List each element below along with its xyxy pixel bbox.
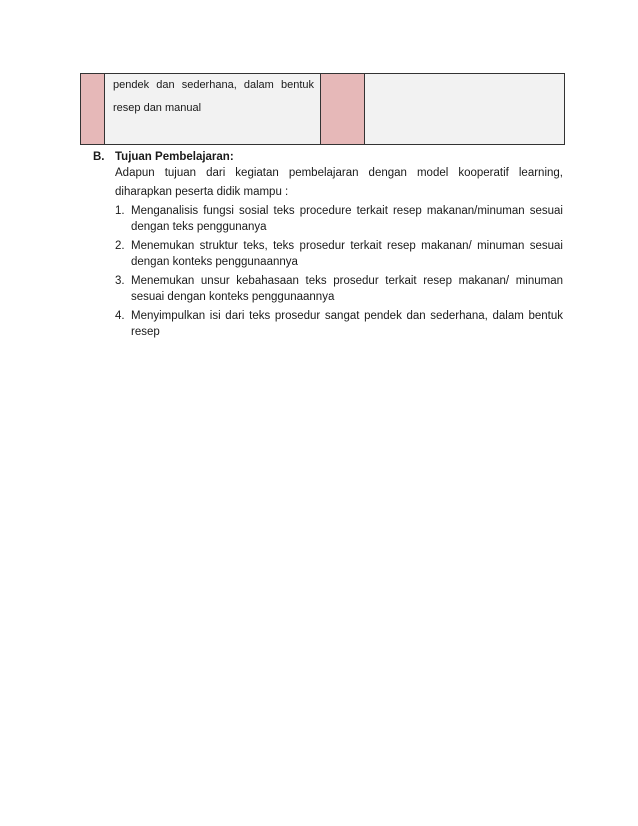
list-item-text: resep xyxy=(131,326,160,338)
list-item xyxy=(115,308,563,340)
list-item-number: 4. xyxy=(115,310,125,322)
table-cell-marker xyxy=(81,74,105,145)
list-item-number: 1. xyxy=(115,205,125,217)
list-item xyxy=(115,238,563,270)
intro-line: Adapun tujuan dari kegiatan pembelajaran dengan model kooperatif learning, xyxy=(115,167,563,179)
section-letter: B. xyxy=(93,151,105,163)
rubric-table-fragment xyxy=(80,73,565,145)
list-item-text: Menganalisis fungsi sosial teks procedure terkait resep makanan/minuman sesuai xyxy=(131,205,563,217)
intro-line: diharapkan peserta didik mampu : xyxy=(115,186,289,198)
section-learning-objectives xyxy=(93,149,563,343)
list-item-number: 2. xyxy=(115,240,125,252)
list-item-text: dengan konteks penggunaannya xyxy=(131,256,298,268)
list-item xyxy=(115,203,563,235)
table-cell-text-line: pendek dan sederhana, dalam bentuk xyxy=(113,79,314,91)
list-item-text: Menyimpulkan isi dari teks prosedur sangat pendek dan sederhana, dalam bentuk xyxy=(131,310,563,322)
list-item-number: 3. xyxy=(115,275,125,287)
list-item-text: sesuai dengan konteks penggunaannya xyxy=(131,291,335,303)
section-title: Tujuan Pembelajaran: xyxy=(115,151,234,163)
table-cell-description xyxy=(105,74,321,145)
table-cell-empty xyxy=(365,74,565,145)
section-heading xyxy=(93,149,563,165)
list-item xyxy=(115,273,563,305)
section-intro xyxy=(115,165,563,200)
list-item-text: Menemukan struktur teks, teks prosedur terkait resep makanan/ minuman sesuai xyxy=(131,240,563,252)
table-cell-text-line: resep dan manual xyxy=(113,102,202,114)
list-item-text: dengan teks penggunanya xyxy=(131,221,267,233)
objectives-list xyxy=(115,203,563,340)
list-item-text: Menemukan unsur kebahasaan teks prosedur terkait resep makanan/ minuman xyxy=(131,275,563,287)
table-cell-marker xyxy=(321,74,365,145)
table-row xyxy=(81,74,565,145)
